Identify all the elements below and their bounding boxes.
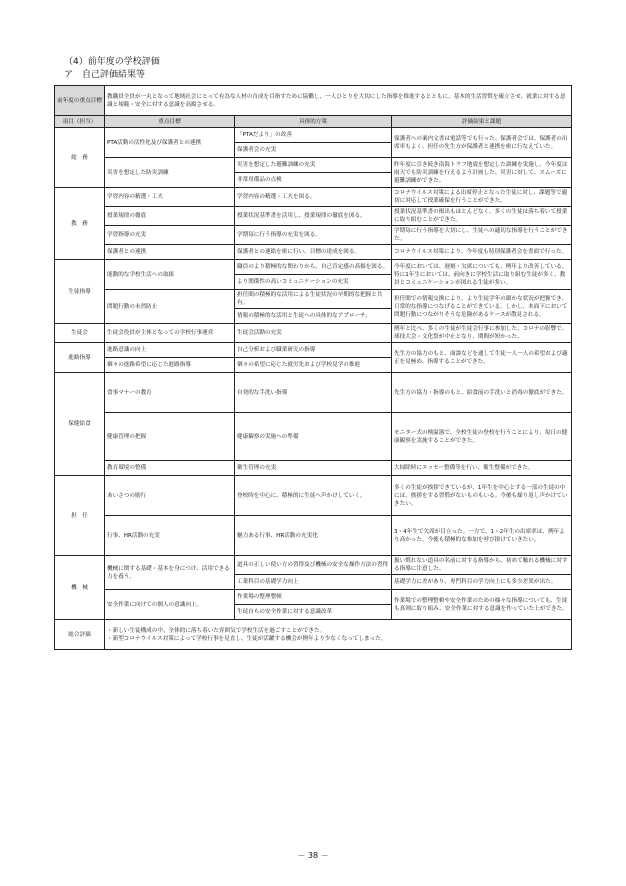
category-cell: 機 械 (55, 556, 105, 620)
category-cell: 教 務 (55, 188, 105, 260)
category-cell: 総 務 (55, 128, 105, 188)
col-header-goal: 重点目標 (105, 116, 235, 128)
summary-line: ・新型コロナウイルス対策によって学校行事を見直し、生徒が活躍する機会が例年より少なくなってしまった。 (107, 635, 387, 642)
table-row (55, 207, 572, 226)
result-cell: 3・4年生で欠席が目立った。一方で、1・2年生の出席率は、例年より高かった。今後も積極的な参加を呼び掛けていきたい。 (392, 516, 572, 556)
category-cell: 保健給食 (55, 373, 105, 476)
summary-label: 総合評価 (55, 620, 105, 650)
goal-cell: 授業規律の徹底 (105, 207, 235, 226)
measure-cell: 魅力ある行事、HR活動の充実化 (235, 516, 392, 556)
measure-cell: より関係性の高いコミュニケーションの充実 (235, 275, 392, 290)
goal-cell: あいさつの励行 (105, 476, 235, 516)
measure-cell: 担任間の積極的な活用による生徒状況の早期的な把握と共有。 (235, 290, 392, 309)
table-row (55, 556, 572, 575)
result-cell: コロナウイルス対策による出席停止となった生徒に対し、課題等で適切に対応して授業確保を行うことができた。 (392, 188, 572, 207)
page-number: － 38 － (297, 851, 329, 860)
measure-cell: 作業場の整理整頓 (235, 590, 392, 605)
result-cell: 学期毎に行う指導を大切にし、生徒への適切な指導を行うことができた。 (392, 226, 572, 245)
result-cell: 大掃除時にエッセー整備等を行い、衛生整備ができた。 (392, 461, 572, 476)
measure-cell: 健康観察の実施への準備 (235, 413, 392, 461)
result-cell: 例年と比べ、多くの生徒が生徒会行事に参加した。コロナの影響で、球技大会・文化祭が中止となり、期間が短かった。 (392, 324, 572, 343)
header-row (55, 116, 572, 128)
goal-cell: 行事、HR活動の充実 (105, 516, 235, 556)
result-cell: コロナウイルス対策により、今年度も特別保護者会を書面で行った。 (392, 245, 572, 260)
goal-cell: 食事マナーの教育 (105, 373, 235, 413)
table-row (55, 245, 572, 260)
measure-cell: 生徒会活動の充実 (235, 324, 392, 343)
summary-line: ・新しい生徒構成の中、全体的に落ち着いた雰囲気で学校生活を過ごすことができた。 (107, 627, 326, 634)
goal-cell: 個々の進路希望に応じた進路指導 (105, 358, 235, 373)
measure-cell: 保護者会の充実 (235, 143, 392, 158)
measure-cell: 工業科目の基礎学力向上 (235, 575, 392, 590)
summary-row (55, 620, 572, 650)
category-cell: 進路指導 (55, 343, 105, 373)
evaluation-table (54, 85, 572, 650)
goal-cell: 安全作業に向けての個人の意識向上。 (105, 590, 235, 620)
result-cell: 保護者への案内文書は電話等でも行った。保護者会では、保護者の出席率もよく、担任の先生方が保護者と連携を密に行なえていた。 (392, 128, 572, 158)
goal-cell: 災害を想定した防災訓練 (105, 158, 235, 188)
table-row (55, 461, 572, 476)
measure-cell: 登校時を中心に、積極的に生徒へ声かけしていく。 (235, 476, 392, 516)
result-cell: 今年度においては、遅刻・欠席についても、例年より改善している。特に1年生においては、前向きに学校生活に取り組む生徒が多く、教員とコミュニケーションが図れる生徒が多い。 (392, 260, 572, 290)
table-row (55, 290, 572, 309)
table-row (55, 516, 572, 556)
result-cell: 先生方の協力・指導のもと、給食前の手洗いと消毒の徹底ができた。 (392, 373, 572, 413)
measure-cell: 非常用備品の点検 (235, 173, 392, 188)
measure-cell: 情報の積極的な活用と生徒への具体的なアプローチ。 (235, 309, 392, 324)
result-cell: 授業状況基準書の掲出もほとんどなく、多くの生徒は落ち着いて授業に取り組むことができた。 (392, 207, 572, 226)
goal-cell: 機械に関する基礎・基本を身につけ、活用できる力を養う。 (105, 556, 235, 590)
col-header-result: 評価結果と課題 (392, 116, 572, 128)
measure-cell: 衛生管理の充実 (235, 461, 392, 476)
goal-cell: PTA活動の活性化及び保護者との連携 (105, 128, 235, 158)
table-row (55, 158, 572, 173)
goal-cell: 学習内容の精選・工夫 (105, 188, 235, 207)
table-row (55, 476, 572, 516)
goal-cell: 能動的な学校生活への取組 (105, 260, 235, 290)
result-cell: 基礎学力に差があり、専門科目の学力向上にも多少差異が出た。 (392, 575, 572, 590)
table-row (55, 590, 572, 605)
measure-cell: 災害を想定した避難訓練の充実 (235, 158, 392, 173)
policy-text: 教職員全員が一丸となって地域社会にとって有為な人材の育成を目指すために協働し、一人ひとりを大切にした指導を推進するとともに、基本的生活習慣を確立させ、就業に対する意識と規範・安全に対する意識を高揚させる。 (105, 86, 572, 116)
policy-row (55, 86, 572, 116)
summary-text (105, 620, 572, 650)
measure-cell: 授業状況基準書を活用し、授業規律の徹底を図る。 (235, 207, 392, 226)
goal-cell: 学習指導の充実 (105, 226, 235, 245)
result-cell: 作業場での整理整頓や安全作業のための様々な指導についても、生徒も真剣に取り組み、安全作業に対する意識を作っていた上ができた。 (392, 590, 572, 620)
measure-cell: 保護者との連絡を密に行い、目標の達成を図る。 (235, 245, 392, 260)
result-cell: 昨年度に引き続き南海トラフ地震を想定した訓練を実施し、今年度は雨天でも防災訓練を行えるよう計画した。災害に対して、スムーズに避難訓練ができた。 (392, 158, 572, 188)
subsection-heading: ア 自己評価結果等 (64, 70, 146, 80)
table-row (55, 128, 572, 143)
measure-cell: 「PTAだより」の改善 (235, 128, 392, 143)
goal-cell: 進路意識の向上 (105, 343, 235, 358)
goal-cell: 教育環境の整備 (105, 461, 235, 476)
goal-cell: 健康管理の把握 (105, 413, 235, 461)
measure-cell: 職員のより積極的な関わりから、自己肯定感の高揚を図る。 (235, 260, 392, 275)
table-row (55, 260, 572, 275)
goal-cell: 問題行動の未然防止 (105, 290, 235, 324)
category-cell: 生徒会 (55, 324, 105, 343)
table-row (55, 226, 572, 245)
result-cell: 先生方の協力のもと、面談などを通して生徒一人一人の希望および適正を見極め、指導することができた。 (392, 343, 572, 373)
col-header-measure: 具体的方策 (235, 116, 392, 128)
measure-cell: 個々の希望に応じた就労先および学校見学の推進 (235, 358, 392, 373)
table-row (55, 413, 572, 461)
goal-cell: 生徒会役員が主体となっての学校行事運営 (105, 324, 235, 343)
section-heading: （4）前年度の学校評価 (64, 57, 160, 67)
result-cell: 担任間での情報交換により、より生徒学年の細かな状況が把握でき、日常的な指導につなげることができている。しかし、本面下において問題行動につながりそうな危険があるケースが散見される。 (392, 290, 572, 324)
policy-label: 前年度の重点目標 (55, 86, 105, 116)
col-header-category: 項目（担当） (55, 116, 105, 128)
measure-cell: 生徒自らの安全作業に対する意識改革 (235, 605, 392, 620)
measure-cell: 学習内容の精選・工夫を図る。 (235, 188, 392, 207)
measure-cell: 自発的な手洗い指導 (235, 373, 392, 413)
result-cell: モニター式の検温器で、全校生徒の登校を行うことにより、毎日の健康観察を実施することができた。 (392, 413, 572, 461)
table-row (55, 324, 572, 343)
category-cell: 担 任 (55, 476, 105, 556)
table-row (55, 373, 572, 413)
table-row (55, 343, 572, 358)
table-row (55, 188, 572, 207)
result-cell: 多くの生徒が挨拶できているが、1年生を中心とする一部の生徒の中には、挨拶をする習慣がないものもいる。今後も繰り返し声かけていきたい。 (392, 476, 572, 516)
result-cell: 扱い慣れない道具の名前に対する指導から、初めて触れる機械に対する指導に注意した。 (392, 556, 572, 575)
category-cell: 生徒指導 (55, 260, 105, 324)
goal-cell: 保護者との連携 (105, 245, 235, 260)
measure-cell: 学期毎に行う指導の充実を図る。 (235, 226, 392, 245)
measure-cell: 道具の正しい使い方の習得及び機械の安全な操作方法の習得 (235, 556, 392, 575)
measure-cell: 自己分析および職業研究の指導 (235, 343, 392, 358)
